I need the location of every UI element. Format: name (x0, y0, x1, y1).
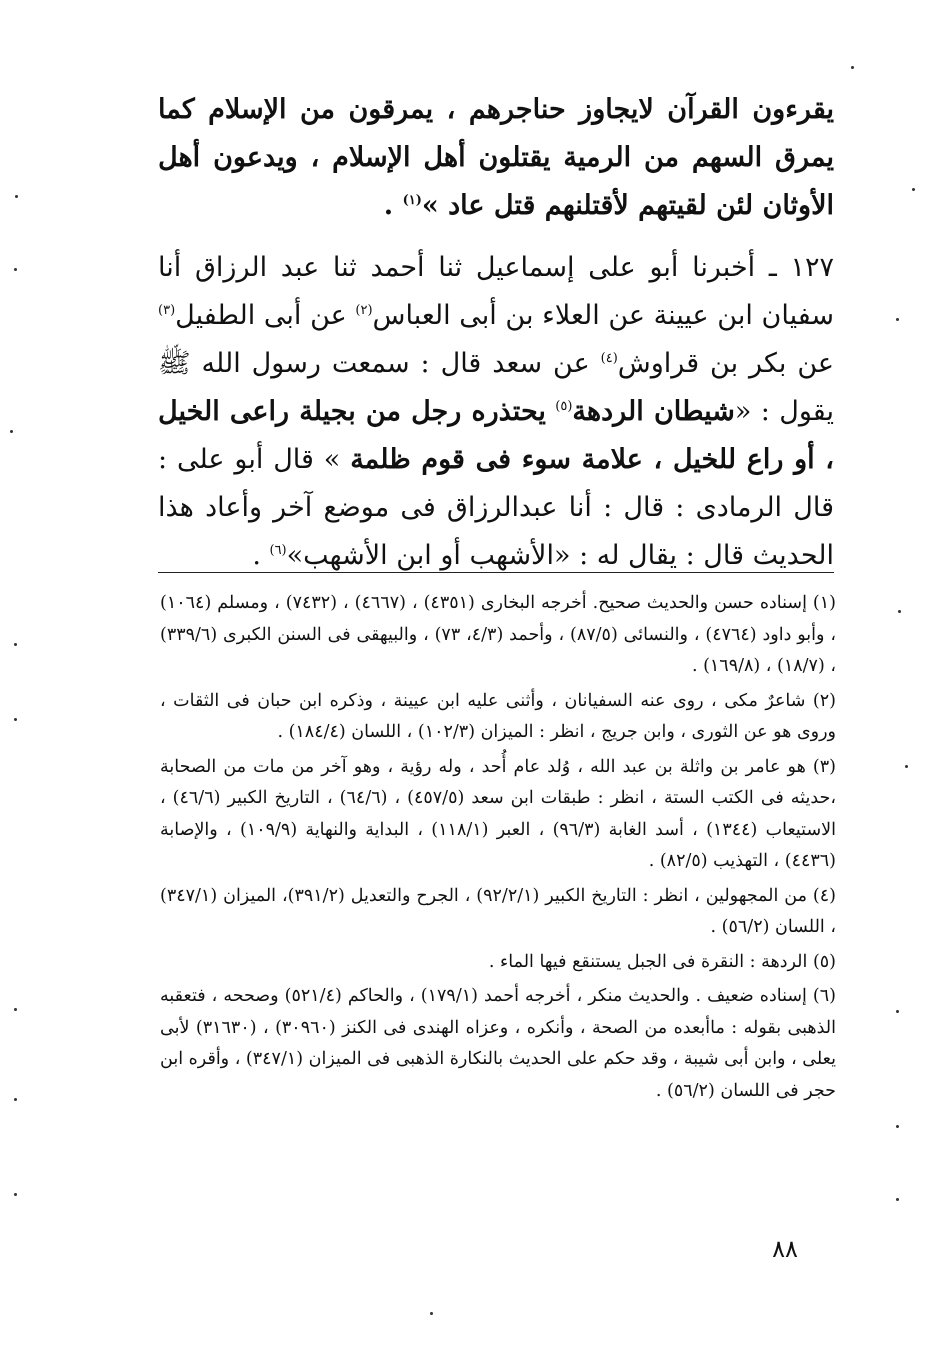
scan-speck (896, 1198, 899, 1201)
scan-speck (14, 268, 17, 271)
hadith-127-matn-part-2: يحتذره رجل من بجيلة راعى الخيل ، أو راع للخيل ، علامة سوء فى قوم ظلمة (158, 396, 834, 475)
main-text (158, 86, 834, 580)
footnote-2: (٢) شاعرٌ مكى ، روى عنه السفيانان ، وأثنى عليه ابن عيينة ، وذكره ابن حبان فى الثقات ، وروى هو عن الثورى ، وابن جريج ، انظر : الميزان (١٠٢/٣) ، اللسان (١٨٤/٤) . (160, 690, 836, 742)
scan-speck (10, 430, 13, 433)
scan-speck (430, 1312, 433, 1315)
scan-speck (905, 765, 908, 768)
footnote-1: (١) إسناده حسن والحديث صحيح. أخرجه البخارى (٤٣٥١) ، (٤٦٦٧) ، (٧٤٣٢) ، ومسلم (١٠٦٤) ، وأبو داود (٤٧٦٤) ، والنسائى (٨٧/٥) ، وأحمد (٤/٣، ٧٣) ، والبيهقى فى السنن الكبرى (٣٣٩/٦) ، (١٨/٧) ، (١٦٩/٨) . (160, 593, 837, 676)
scan-speck (851, 66, 854, 69)
hadith-127-tail: » قال أبو على : قال الرمادى : قال : أنا عبدالرزاق فى موضع آخر وأعاد هذا الحديث قال : يقال له : «الأشهب أو ابن الأشهب» (158, 444, 834, 571)
hadith-126-text: يقرءون القرآن لايجاوز حناجرهم ، يمرقون من الإسلام كما يمرق السهم من الرمية يقتلون أهل الإسلام ، ويدعون أهل الأوثان لئن لقيتهم لأقتلنهم قتل عاد » (158, 94, 834, 221)
hadith-127-matn-part-1: شيطان الردهة (572, 396, 735, 427)
footnote-ref-4: (٤) (600, 351, 618, 366)
page-number: ٨٨ (772, 1235, 798, 1263)
scan-speck (14, 1008, 17, 1011)
footnote-ref-1: (١) (402, 193, 422, 208)
hadith-127-chain-part-2: عن أبى الطفيل (175, 300, 356, 331)
scan-speck (14, 1098, 17, 1101)
scan-speck (898, 610, 901, 613)
scan-speck (15, 195, 18, 198)
scan-speck (896, 1125, 899, 1128)
paragraph-end-period: . (383, 190, 403, 221)
hadith-127-chain-part-1: ١٢٧ ـ أخبرنا أبو على إسماعيل ثنا أحمد ثنا عبد الرزاق أنا سفيان ابن عيينة عن العلاء بن أبى العباس (158, 252, 835, 331)
footnote-6: (٦) إسناده ضعيف . والحديث منكر ، أخرجه أحمد (١٧٩/١) ، والحاكم (٥٢١/٤) وصححه ، فتعقبه الذهبى بقوله : ماأبعده من الصحة ، وأنكره ، وعزاه الهندى فى الكنز (٣٠٩٦٠) ، (٣١٦٣٠) لأبى يعلى ، وابن أبى شيبة ، وقد حكم على الحديث بالنكارة الذهبى فى الميزان (٣٤٧/١) ، وأقره ابن حجر فى اللسان (٥٦/٢) . (160, 986, 836, 1101)
scan-speck (14, 1193, 17, 1196)
hadith-127-chain-part-4: عن سعد قال : سمعت رسول الله ﷺ يقول : « (158, 348, 834, 427)
footnote-ref-3: (٣) (158, 303, 176, 318)
hadith-127-chain-part-3: عن بكر بن قراوش (617, 348, 834, 379)
paragraph-hadith-127 (158, 244, 834, 580)
footnote-divider (158, 572, 834, 573)
footnote-ref-2: (٢) (355, 303, 373, 318)
scan-speck (896, 1010, 899, 1013)
scan-speck (896, 318, 899, 321)
footnote-4: (٤) من المجهولين ، انظر : التاريخ الكبير (٩٢/٢/١) ، الجرح والتعديل (٣٩١/٢)، الميزان (٣٤٧/١) ، اللسان (٥٦/٢) . (160, 885, 836, 937)
scan-speck (14, 718, 17, 721)
footnote-5: (٥) الردهة : النقرة فى الجبل يستنقع فيها الماء . (488, 951, 836, 972)
scan-speck (912, 188, 915, 191)
footnote-ref-6: (٦) (269, 543, 287, 558)
scan-speck (14, 643, 17, 646)
footnote-3: (٣) هو عامر بن واثلة بن عبد الله ، وُلد عام أُحد ، وله رؤية ، وهو آخر من مات من الصحابة ،حديثه فى الكتب الستة ، انظر : طبقات ابن سعد (٤٥٧/٥) ، (٦٤/٦) ، التاريخ الكبير (٤٦/٦) ، الاستيعاب (١٣٤٤) ، أسد الغابة (٩٦/٣) ، العبر (١١٨/١) ، البداية والنهاية (١٠٩/٩) ، والإصابة (٤٤٣٦) ، التهذيب (٨٢/٥) . (160, 756, 836, 871)
paragraph-hadith-126-ending (158, 86, 834, 230)
paragraph-end-period: . (252, 540, 270, 571)
footnotes-section (160, 588, 836, 1110)
footnote-ref-5: (٥) (555, 399, 573, 414)
